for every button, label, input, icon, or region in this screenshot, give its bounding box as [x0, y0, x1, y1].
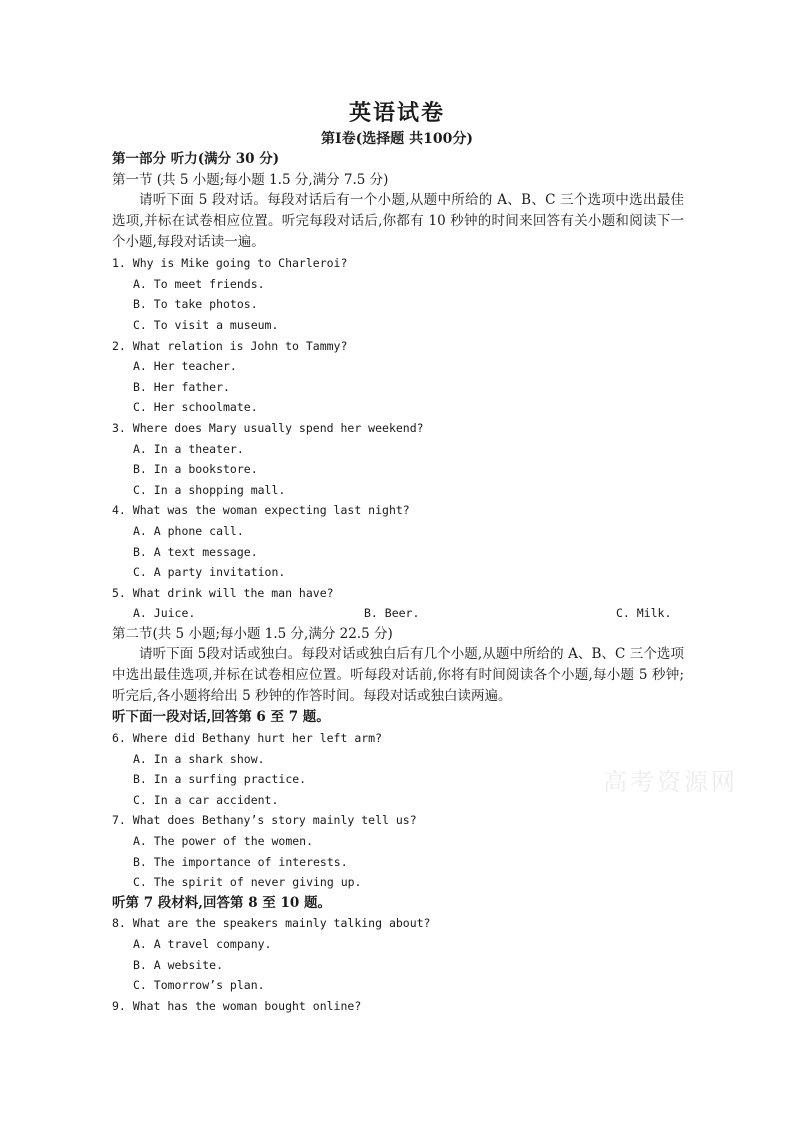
- watermark: 高考资源网: [603, 768, 738, 796]
- question-stem: 7. What does Bethany’s story mainly tell us?: [112, 813, 417, 828]
- group1-heading: 听下面一段对话,回答第 6 至 7 题。: [112, 709, 330, 726]
- question-option: C. A party invitation.: [133, 565, 286, 580]
- question-option: B. To take photos.: [133, 297, 258, 312]
- question-option: B. Her father.: [133, 379, 230, 394]
- listening-part: [112, 149, 684, 1016]
- question-option: A. A travel company.: [133, 937, 272, 951]
- question-option: B. Beer.: [364, 606, 420, 621]
- group2-heading: 听第 7 段材料,回答第 8 至 10 题。: [112, 894, 331, 911]
- question-stem: 8. What are the speakers mainly talking about?: [112, 916, 431, 931]
- question-option: A. In a theater.: [133, 441, 244, 456]
- question-option: C. Tomorrow’s plan.: [133, 978, 265, 993]
- question-stem: 6. Where did Bethany hurt her left arm?: [112, 731, 383, 746]
- question-option: A. In a shark show.: [133, 751, 265, 766]
- question-option: A. A phone call.: [133, 523, 244, 538]
- question-option: B. The importance of interests.: [133, 854, 348, 869]
- question-option: B. A text message.: [133, 544, 258, 559]
- question-stem: 2. What relation is John to Tammy?: [112, 338, 348, 353]
- question-stem: 5. What drink will the man have?: [112, 585, 334, 600]
- question-option: C. The spirit of never giving up.: [133, 875, 362, 890]
- question-option: B. In a bookstore.: [133, 462, 258, 477]
- section1-heading: 第一节 (共 5 小题;每小题 1.5 分,满分 7.5 分): [112, 171, 389, 188]
- section2-instructions: 请听下面 5段对话或独白。每段对话或独白后有几个小题,从题中所给的 A、B、C 三个选项中选出最佳选项,并标在试卷相应位置。听每段对话前,你将有时间阅读各个小题,每小题 5 秒钟;听完后,各小题将给出 5 秒钟的作答时间。每段对话或独白读两遍。: [112, 646, 684, 705]
- question-option: C. To visit a museum.: [133, 317, 279, 332]
- question-option: C. In a car accident.: [133, 792, 279, 807]
- question-option: A. Juice.: [133, 606, 196, 621]
- question-stem: 1. Why is Mike going to Charleroi?: [112, 256, 348, 271]
- question-option: A. The power of the women.: [133, 834, 314, 849]
- question-option: C. Milk.: [616, 606, 672, 621]
- question-stem: 4. What was the woman expecting last night?: [112, 503, 410, 518]
- question-option: B. A website.: [133, 957, 224, 972]
- question-options-row: [112, 603, 684, 624]
- question-option: A. Her teacher.: [133, 359, 237, 374]
- question-stem: 3. Where does Mary usually spend her weekend?: [112, 420, 424, 435]
- question-option: A. To meet friends.: [133, 276, 265, 291]
- exam-title: 英语试卷: [348, 100, 445, 126]
- question-stem: 9. What has the woman bought online?: [112, 998, 362, 1013]
- question-option: C. In a shopping mall.: [133, 482, 286, 497]
- section1-instructions: 请听下面 5 段对话。每段对话后有一个小题,从题中所给的 A、B、C 三个选项中选出最佳选项,并标在试卷相应位置。听完每段对话后,你都有 10 秒钟的时间来回答有关小题和阅读下一个小题,每段对话读一遍。: [112, 192, 684, 251]
- exam-subtitle: 第Ⅰ卷(选择题 共100分): [321, 131, 473, 147]
- question-option: C. Her schoolmate.: [133, 400, 258, 415]
- section2-heading: 第二节(共 5 小题;每小题 1.5 分,满分 22.5 分): [112, 625, 393, 642]
- part1-heading: 第一部分 听力(满分 30 分): [112, 151, 280, 167]
- question-option: B. In a surfing practice.: [133, 772, 307, 787]
